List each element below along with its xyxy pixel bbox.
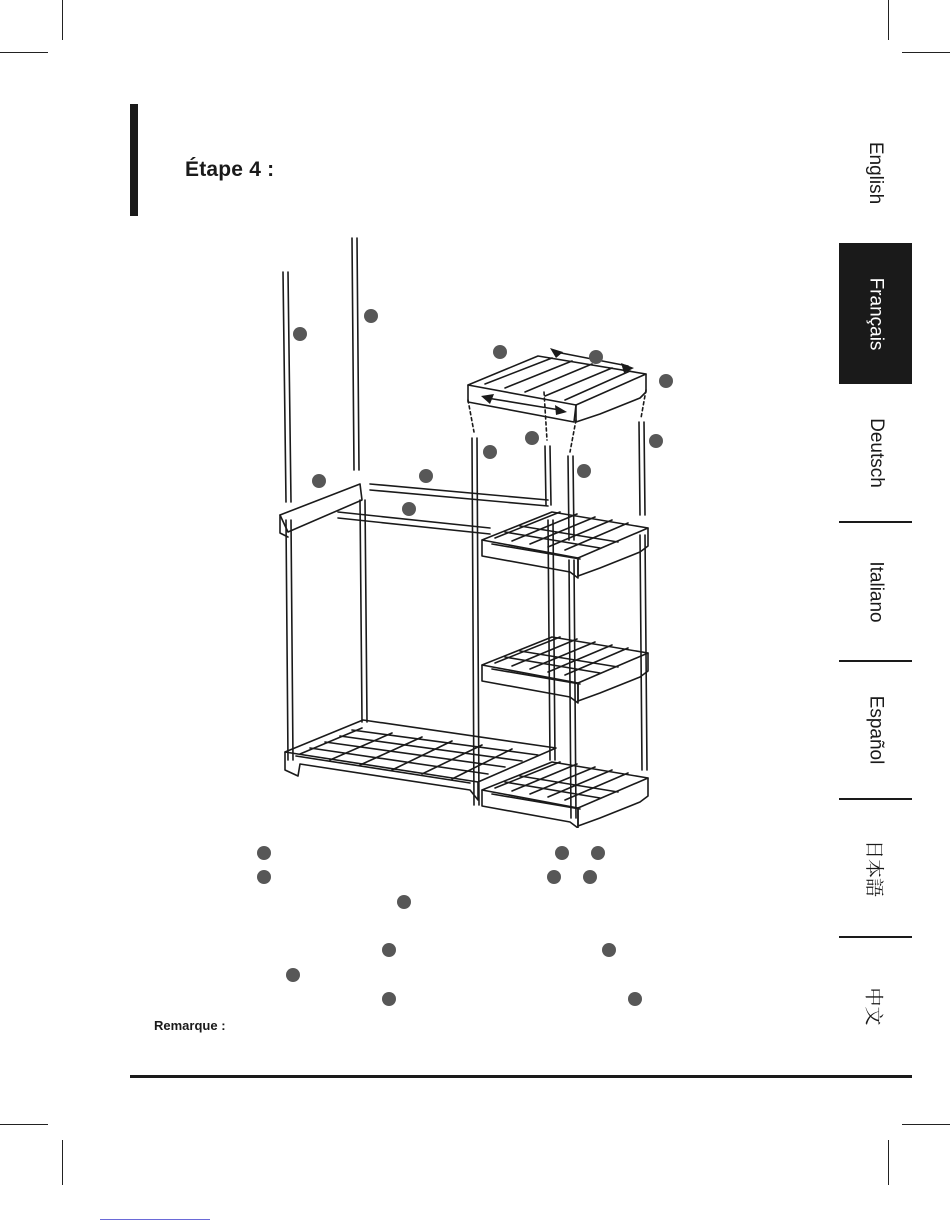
- crop-mark: [888, 1140, 889, 1185]
- callout-marker: [659, 374, 673, 388]
- tab-label: English: [865, 141, 887, 205]
- crop-mark: [0, 52, 48, 53]
- callout-marker: [583, 870, 597, 884]
- section-bar: [130, 104, 138, 216]
- tab-espanol[interactable]: [839, 662, 912, 798]
- callout-marker: [493, 345, 507, 359]
- callout-marker: [555, 846, 569, 860]
- callout-marker: [649, 434, 663, 448]
- tab-label: Español: [865, 695, 887, 765]
- tab-label: Français: [865, 277, 887, 350]
- tab-label: Italiano: [865, 560, 887, 623]
- language-tabs: [839, 104, 912, 1074]
- callout-marker: [628, 992, 642, 1006]
- tab-label: Deutsch: [865, 417, 887, 488]
- callout-marker: [257, 846, 271, 860]
- crop-mark: [902, 1124, 950, 1125]
- callout-marker: [589, 350, 603, 364]
- crop-mark: [62, 1140, 63, 1185]
- tab-english[interactable]: [839, 104, 912, 242]
- crop-mark: [62, 0, 63, 40]
- crop-mark: [902, 52, 950, 53]
- footer-underline: [100, 1219, 210, 1220]
- callout-marker: [577, 464, 591, 478]
- tab-deutsch[interactable]: [839, 384, 912, 521]
- callout-marker: [419, 469, 433, 483]
- callout-marker: [382, 943, 396, 957]
- callout-marker: [364, 309, 378, 323]
- callout-marker: [397, 895, 411, 909]
- callout-marker: [525, 431, 539, 445]
- callout-marker: [402, 502, 416, 516]
- tab-japanese[interactable]: [839, 800, 912, 936]
- crop-mark: [0, 1124, 48, 1125]
- callout-marker: [602, 943, 616, 957]
- step-title: Étape 4 :: [185, 158, 275, 181]
- callout-marker: [286, 968, 300, 982]
- callout-marker: [382, 992, 396, 1006]
- tab-italiano[interactable]: [839, 523, 912, 660]
- assembly-diagram-icon: [260, 228, 690, 828]
- tab-label: 日本語: [862, 839, 884, 897]
- callout-marker: [591, 846, 605, 860]
- callout-marker: [293, 327, 307, 341]
- callout-marker: [257, 870, 271, 884]
- tab-chinese[interactable]: [839, 938, 912, 1074]
- crop-mark: [888, 0, 889, 40]
- callout-marker: [312, 474, 326, 488]
- callout-marker: [483, 445, 497, 459]
- tab-francais[interactable]: [839, 243, 912, 384]
- callout-marker: [547, 870, 561, 884]
- tab-label: 中文: [862, 986, 884, 1026]
- bottom-rule: [130, 1075, 912, 1078]
- note-label: Remarque :: [154, 1018, 226, 1033]
